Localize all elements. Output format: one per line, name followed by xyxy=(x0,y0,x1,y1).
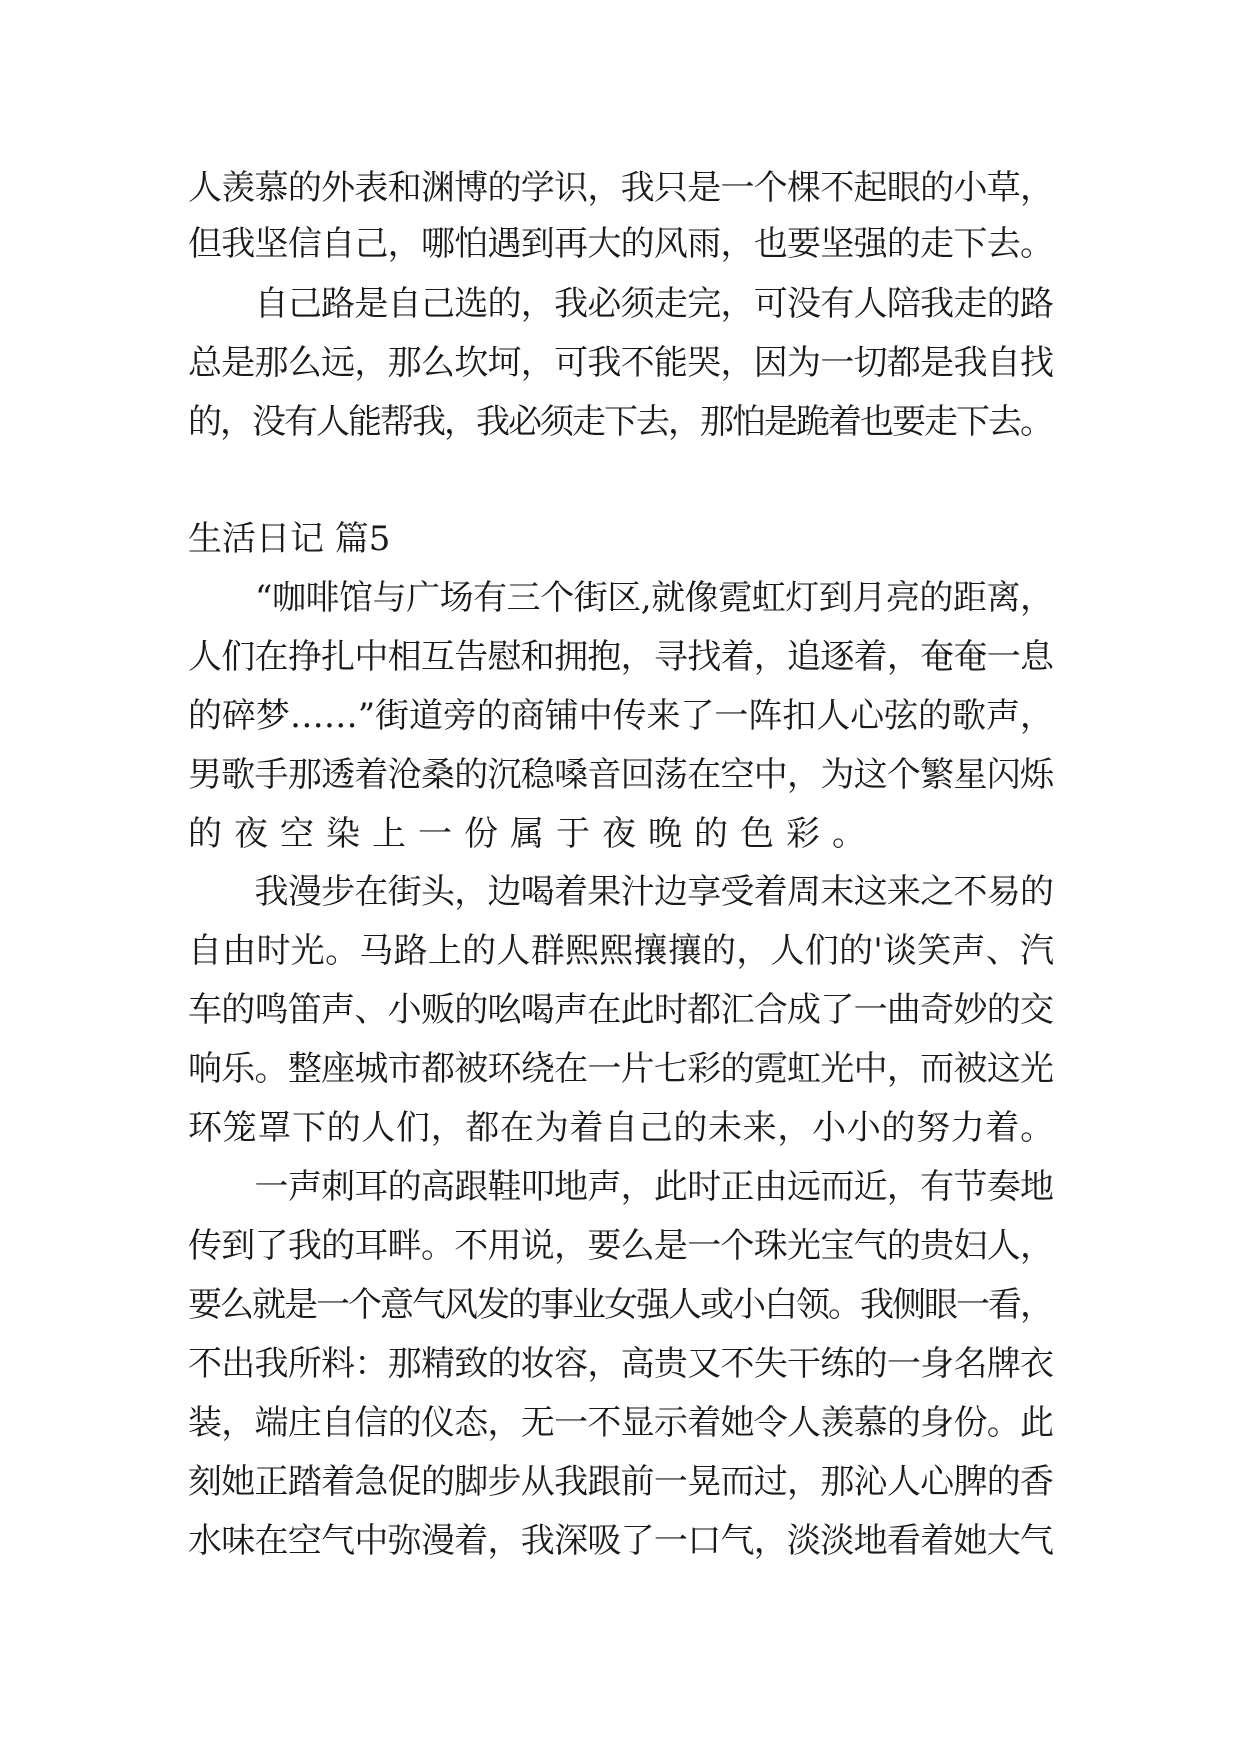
text-line: 传到了我的耳畔。不用说，要么是一个珠光宝气的贵妇人， xyxy=(188,1226,1054,1266)
text-line: 自由时光。马路上的人群熙熙攘攘的，人们的'谈笑声、汽 xyxy=(188,931,1055,971)
text-line: 但我坚信自己，哪怕遇到再大的风雨，也要坚强的走下去。 xyxy=(188,224,1054,264)
text-line: 车的鸣笛声、小贩的吆喝声在此时都汇合成了一曲奇妙的交 xyxy=(188,990,1054,1030)
text-line: 人们在挣扎中相互告慰和拥抱，寻找着，追逐着，奄奄一息 xyxy=(188,637,1054,677)
text-line: 要么就是一个意气风发的事业女强人或小白领。我侧眼一看， xyxy=(188,1285,1052,1325)
text-line: 一声刺耳的高跟鞋叩地声，此时正由远而近，有节奏地 xyxy=(188,1167,1054,1207)
text-line: 我漫步在街头，边喝着果汁边享受着周末这来之不易的 xyxy=(188,872,1054,912)
text-line: 男歌手那透着沧桑的沉稳嗓音回荡在空中，为这个繁星闪烁 xyxy=(188,755,1054,795)
text-line: “咖啡馆与广场有三个街区,就像霓虹灯到月亮的距离， xyxy=(188,578,1054,618)
text-line: 环笼罩下的人们，都在为着自己的未来，小小的努力着。 xyxy=(188,1108,1055,1148)
text-line: 水味在空气中弥漫着，我深吸了一口气，淡淡地看着她大气 xyxy=(188,1521,1054,1561)
text-line: 总是那么远，那么坎坷，可我不能哭，因为一切都是我自找 xyxy=(188,343,1054,383)
text-line: 响乐。整座城市都被环绕在一片七彩的霓虹光中，而被这光 xyxy=(188,1049,1054,1089)
text-line: 刻她正踏着急促的脚步从我跟前一晃而过，那沁人心脾的香 xyxy=(188,1462,1054,1502)
text-line: 的，没有人能帮我，我必须走下去，那怕是跪着也要走下去。 xyxy=(188,402,1052,442)
text-line: 的夜空染上一份属于夜晚的色彩。 xyxy=(188,814,878,854)
text-line: 的碎梦……”街道旁的商铺中传来了一阵扣人心弦的歌声， xyxy=(188,696,1054,736)
text-line: 人羡慕的外表和渊博的学识，我只是一个棵不起眼的小草， xyxy=(188,168,1054,208)
section-heading: 生活日记 篇5 xyxy=(188,519,391,559)
text-line: 装，端庄自信的仪态，无一不显示着她令人羡慕的身份。此 xyxy=(188,1403,1054,1443)
text-line: 不出我所料：那精致的妆容，高贵又不失干练的一身名牌衣 xyxy=(188,1344,1054,1384)
text-line: 自己路是自己选的，我必须走完，可没有人陪我走的路 xyxy=(188,284,1054,324)
